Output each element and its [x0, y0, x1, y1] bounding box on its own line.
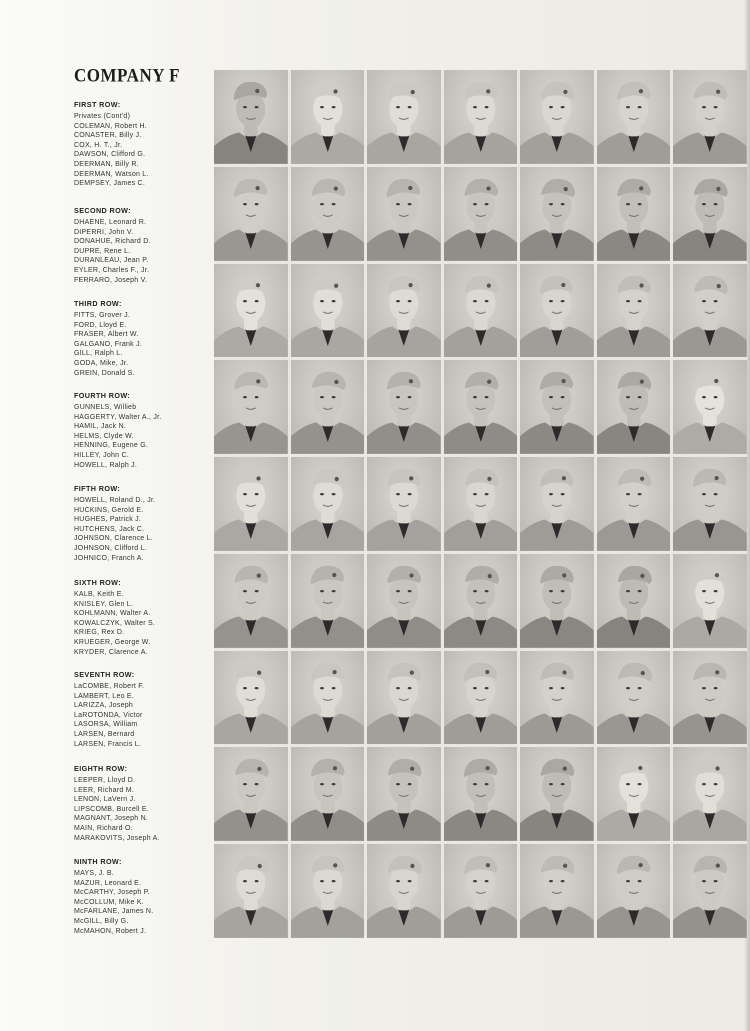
portrait-figure-icon	[214, 457, 288, 551]
portrait-figure-icon	[214, 651, 288, 745]
portrait-photo	[520, 70, 594, 164]
roster-section	[74, 391, 214, 470]
roster-name: EYLER, Charles F., Jr.	[74, 266, 150, 274]
portrait-photo	[444, 844, 518, 938]
portrait-photo	[214, 167, 288, 261]
portrait-figure-icon	[214, 264, 288, 358]
portrait-photo	[673, 457, 747, 551]
roster-name: KNISLEY, Glen L.	[74, 600, 134, 608]
roster-name: DEERMAN, Billy R.	[74, 160, 139, 168]
portrait-photo	[367, 554, 441, 648]
roster-name: MAZUR, Leonard E.	[74, 879, 142, 887]
portrait-photo	[444, 360, 518, 454]
roster-name: FITTS, Grover J.	[74, 312, 131, 319]
portrait-photo	[214, 554, 288, 648]
portrait-figure-icon	[367, 651, 441, 745]
roster-name: FERRARO, Joseph V.	[74, 276, 148, 284]
portrait-figure-icon	[367, 457, 441, 551]
portrait-figure-icon	[597, 747, 671, 841]
roster-name: KOWALCZYK, Walter S.	[74, 619, 156, 627]
roster-name: HENNING, Eugene G.	[74, 442, 149, 450]
roster-name: JOHNICO, Franch A.	[74, 554, 144, 562]
portrait-photo	[444, 747, 518, 841]
portrait-photo	[214, 360, 288, 454]
portrait-photo	[367, 747, 441, 841]
portrait-photo	[444, 167, 518, 261]
roster-column	[74, 65, 214, 935]
portrait-photo	[214, 651, 288, 745]
roster-name: LIPSCOMB, Burcell E.	[74, 805, 150, 813]
roster-name: DONAHUE, Richard D.	[74, 238, 151, 246]
roster-name: GALGANO, Frank J.	[74, 340, 143, 348]
portrait-figure-icon	[291, 360, 365, 454]
roster-name: McCOLLUM, Mike K.	[74, 898, 144, 906]
portrait-photo	[520, 167, 594, 261]
roster-name: LEER, Richard M.	[74, 786, 135, 794]
portrait-figure-icon	[444, 264, 518, 358]
portrait-figure-icon	[444, 554, 518, 648]
portrait-figure-icon	[520, 70, 594, 164]
row-heading: SECOND ROW:	[74, 206, 131, 215]
portrait-figure-icon	[673, 554, 747, 648]
portrait-figure-icon	[673, 167, 747, 261]
portrait-figure-icon	[444, 360, 518, 454]
portrait-figure-icon	[367, 360, 441, 454]
roster-section	[74, 484, 214, 563]
portrait-figure-icon	[291, 844, 365, 938]
portrait-figure-icon	[673, 844, 747, 938]
portrait-figure-icon	[597, 167, 671, 261]
roster-name: JOHNSON, Clarence L.	[74, 535, 153, 543]
portrait-figure-icon	[291, 70, 365, 164]
portrait-figure-icon	[214, 844, 288, 938]
roster-name: COLEMAN, Robert H.	[74, 122, 147, 130]
portrait-figure-icon	[367, 554, 441, 648]
portrait-photo	[520, 264, 594, 358]
roster-name: DHAENE, Leonard R.	[74, 219, 147, 226]
portrait-figure-icon	[291, 747, 365, 841]
roster-name: HELMS, Clyde W.	[74, 432, 134, 440]
row-heading: NINTH ROW:	[74, 857, 122, 866]
roster-name: LENON, LaVern J.	[74, 796, 136, 804]
roster-name: LEEPER, Lloyd D.	[74, 777, 136, 784]
roster-name: DUPRE, Rene L.	[74, 247, 131, 255]
portrait-figure-icon	[520, 844, 594, 938]
portrait-photo	[214, 70, 288, 164]
portrait-figure-icon	[520, 167, 594, 261]
roster-name: McGILL, Billy G.	[74, 917, 129, 925]
portrait-photo	[214, 264, 288, 358]
roster-name: MAIN, Richard O.	[74, 824, 133, 832]
roster-name: GODA, Mike, Jr.	[74, 359, 129, 367]
roster-name: Privates (Cont'd)	[74, 113, 131, 120]
portrait-photo	[520, 360, 594, 454]
portrait-figure-icon	[291, 651, 365, 745]
roster-name: MAYS, J. B.	[74, 870, 114, 877]
portrait-figure-icon	[291, 457, 365, 551]
portrait-figure-icon	[673, 264, 747, 358]
portrait-figure-icon	[520, 651, 594, 745]
portrait-photo	[597, 651, 671, 745]
roster-section	[74, 857, 214, 936]
roster-name: HUCKINS, Gerold E.	[74, 506, 144, 514]
portrait-figure-icon	[214, 70, 288, 164]
portrait-figure-icon	[367, 747, 441, 841]
portrait-photo	[291, 554, 365, 648]
roster-name: HUTCHENS, Jack C.	[74, 525, 145, 533]
roster-name: KALB, Keith E.	[74, 591, 124, 598]
roster-name: HUGHES, Patrick J.	[74, 516, 142, 524]
portrait-photo	[214, 457, 288, 551]
roster-name: LARSEN, Bernard	[74, 730, 135, 738]
roster-name: KRUEGER, George W.	[74, 638, 151, 646]
portrait-figure-icon	[520, 264, 594, 358]
company-title: COMPANY F	[74, 65, 181, 86]
portrait-figure-icon	[444, 167, 518, 261]
roster-section	[74, 670, 214, 749]
roster-name: LASORSA, William	[74, 721, 138, 729]
row-heading: FOURTH ROW:	[74, 391, 131, 400]
portrait-figure-icon	[673, 360, 747, 454]
portrait-photo	[597, 167, 671, 261]
portrait-figure-icon	[597, 360, 671, 454]
portrait-photo	[444, 457, 518, 551]
portrait-photo	[291, 457, 365, 551]
roster-section	[74, 299, 214, 378]
portrait-photo	[367, 360, 441, 454]
roster-name: DURANLEAU, Jean P.	[74, 257, 149, 265]
portrait-photo	[673, 167, 747, 261]
roster-name: LARIZZA, Joseph	[74, 702, 133, 710]
roster-name: HOWELL, Ralph J.	[74, 461, 138, 469]
roster-name: KRIEG, Rex D.	[74, 629, 125, 637]
row-heading: SEVENTH ROW:	[74, 670, 135, 679]
portrait-photo	[291, 70, 365, 164]
roster-name: HAMIL, Jack N.	[74, 423, 127, 431]
portrait-photo	[291, 651, 365, 745]
roster-name: KRYDER, Clarence A.	[74, 648, 148, 656]
portrait-figure-icon	[597, 554, 671, 648]
row-heading: THIRD ROW:	[74, 299, 122, 308]
portrait-figure-icon	[520, 457, 594, 551]
roster-section	[74, 100, 214, 189]
portrait-figure-icon	[367, 70, 441, 164]
portrait-photo	[673, 747, 747, 841]
roster-name: DAWSON, Clifford G.	[74, 151, 146, 159]
portrait-figure-icon	[214, 747, 288, 841]
portrait-figure-icon	[367, 167, 441, 261]
roster-name: CONASTER, Billy J.	[74, 132, 142, 140]
portrait-photo	[291, 167, 365, 261]
portrait-photo	[291, 747, 365, 841]
portrait-photo	[367, 844, 441, 938]
portrait-photo	[673, 844, 747, 938]
roster-name: GREIN, Donald S.	[74, 369, 135, 377]
portrait-figure-icon	[444, 844, 518, 938]
portrait-figure-icon	[673, 457, 747, 551]
portrait-photo	[367, 651, 441, 745]
portrait-photo	[214, 747, 288, 841]
roster-name: FORD, Lloyd E.	[74, 321, 127, 329]
portrait-photo	[367, 264, 441, 358]
portrait-figure-icon	[673, 651, 747, 745]
portrait-photo	[444, 651, 518, 745]
roster-name: LaROTONDA, Victor	[74, 711, 143, 719]
portrait-photo	[597, 554, 671, 648]
portrait-figure-icon	[597, 651, 671, 745]
portrait-figure-icon	[520, 360, 594, 454]
roster-name: McFARLANE, James N.	[74, 908, 154, 916]
portrait-photo	[673, 264, 747, 358]
portrait-figure-icon	[520, 554, 594, 648]
portrait-photo	[520, 747, 594, 841]
portrait-figure-icon	[444, 457, 518, 551]
portrait-figure-icon	[444, 651, 518, 745]
roster-name: McMAHON, Robert J.	[74, 927, 147, 935]
row-heading: EIGHTH ROW:	[74, 764, 128, 773]
portrait-photo	[214, 844, 288, 938]
portrait-figure-icon	[367, 844, 441, 938]
roster-name: DIPERRI, John V.	[74, 228, 134, 236]
portrait-figure-icon	[367, 264, 441, 358]
roster-name: GILL, Ralph L.	[74, 350, 123, 358]
portrait-figure-icon	[597, 264, 671, 358]
portrait-figure-icon	[673, 747, 747, 841]
portrait-photo	[673, 70, 747, 164]
portrait-grid	[214, 70, 747, 938]
portrait-figure-icon	[444, 747, 518, 841]
roster-name: DEERMAN, Watson L.	[74, 170, 149, 178]
portrait-photo	[597, 360, 671, 454]
roster-name: FRASER, Albert W.	[74, 331, 139, 339]
portrait-photo	[673, 554, 747, 648]
roster-name: COX, H. T., Jr.	[74, 141, 123, 149]
portrait-photo	[444, 264, 518, 358]
row-heading: FIFTH ROW:	[74, 484, 121, 493]
roster-section	[74, 764, 214, 843]
portrait-figure-icon	[597, 457, 671, 551]
portrait-photo	[597, 264, 671, 358]
portrait-photo	[291, 264, 365, 358]
roster-name: JOHNSON, Clifford L.	[74, 544, 147, 552]
roster-name: LAMBERT, Leo E.	[74, 692, 135, 700]
row-heading: FIRST ROW:	[74, 100, 121, 109]
roster-name: McCARTHY, Joseph P.	[74, 889, 150, 897]
portrait-figure-icon	[291, 554, 365, 648]
portrait-photo	[520, 844, 594, 938]
portrait-figure-icon	[597, 70, 671, 164]
portrait-photo	[597, 457, 671, 551]
roster-section	[74, 206, 214, 285]
portrait-figure-icon	[520, 747, 594, 841]
portrait-figure-icon	[597, 844, 671, 938]
portrait-figure-icon	[214, 554, 288, 648]
portrait-photo	[444, 554, 518, 648]
roster-name: MAGNANT, Joseph N.	[74, 815, 149, 823]
roster-name: LARSEN, Francis L.	[74, 740, 142, 748]
row-heading: SIXTH ROW:	[74, 578, 121, 587]
portrait-figure-icon	[673, 70, 747, 164]
portrait-photo	[597, 70, 671, 164]
portrait-photo	[291, 844, 365, 938]
portrait-figure-icon	[444, 70, 518, 164]
portrait-figure-icon	[214, 167, 288, 261]
roster-name: GUNNELS, Willieb	[74, 404, 137, 411]
roster-name: DEMPSEY, James C.	[74, 180, 146, 188]
roster-name: HOWELL, Roland D., Jr.	[74, 497, 156, 504]
portrait-figure-icon	[291, 264, 365, 358]
roster-name: MARAKOVITS, Joseph A.	[74, 834, 160, 842]
roster-name: LaCOMBE, Robert F.	[74, 683, 145, 690]
roster-section	[74, 578, 214, 657]
portrait-photo	[673, 651, 747, 745]
portrait-figure-icon	[291, 167, 365, 261]
roster-name: HILLEY, John C.	[74, 451, 129, 459]
portrait-photo	[367, 167, 441, 261]
roster-name: KOHLMANN, Walter A.	[74, 610, 151, 618]
portrait-photo	[291, 360, 365, 454]
portrait-photo	[367, 70, 441, 164]
portrait-photo	[597, 747, 671, 841]
portrait-photo	[520, 554, 594, 648]
portrait-figure-icon	[214, 360, 288, 454]
portrait-photo	[673, 360, 747, 454]
portrait-photo	[444, 70, 518, 164]
roster-name: HAGGERTY, Walter A., Jr.	[74, 413, 162, 421]
portrait-photo	[520, 457, 594, 551]
portrait-photo	[597, 844, 671, 938]
portrait-photo	[367, 457, 441, 551]
portrait-photo	[520, 651, 594, 745]
